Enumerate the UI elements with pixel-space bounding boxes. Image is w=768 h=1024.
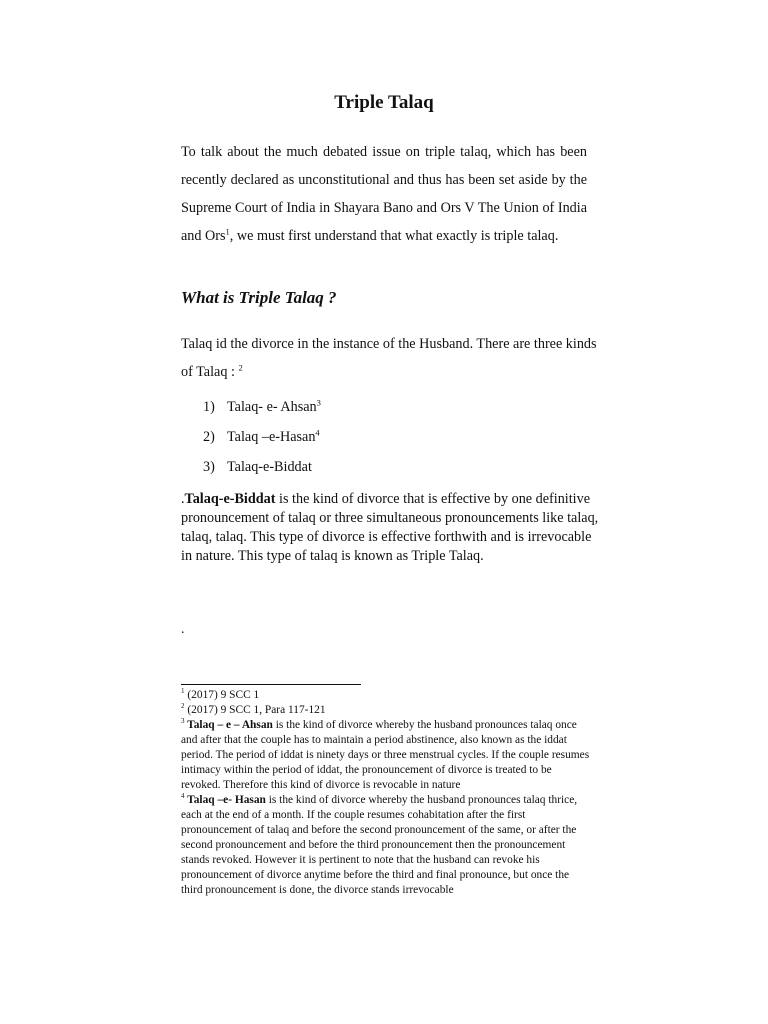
- footnote-4: [181, 793, 591, 898]
- list-item-label: Talaq- e- Ahsan: [227, 399, 317, 415]
- list-item-number: 1): [203, 399, 215, 415]
- intro-text-part2: , we must first understand that what exactly is triple talaq.: [229, 228, 559, 244]
- biddat-text: is the kind of divorce that is effective by one definitive pronouncement of talaq or three simultaneous pronouncements like talaq, talaq, talaq. This type of divorce is effective forthwith and is irrevocable in nature. This type of talaq is known as Triple Talaq.: [181, 491, 599, 564]
- footnote-ref-4[interactable]: 4: [315, 427, 320, 438]
- footnote-text: is the kind of divorce whereby the husband pronounces talaq thrice, each at the end of a month. If the couple resumes cohabitation after the first pronouncement of talaq and before the second pronouncement of the same, or after the second pronouncement and before the third pronouncement then the pronouncement stands revoked. However it is pertinent to note that the husband can revoke his pronouncement of divorce anytime before the third and final pronounce, but once the third pronouncement is done, the divorce stands irrevocable: [181, 794, 578, 896]
- biddat-lead-dot: .: [181, 491, 185, 507]
- intro-text-part1: To talk about the much debated issue on triple talaq, which has been recently declared as unconstitutional and thus has been set aside by the Supreme Court of India in Shayara Bano and Ors V The Union of India and Ors: [181, 144, 587, 244]
- footnote-text: (2017) 9 SCC 1, Para 117-121: [184, 704, 326, 716]
- list-item-label: Talaq –e-Hasan: [227, 429, 316, 445]
- stray-dot: .: [181, 622, 185, 637]
- footnote-2: [181, 703, 591, 718]
- footnote-mark: 1: [181, 687, 185, 696]
- footnote-ref-2[interactable]: 2: [238, 362, 243, 373]
- list-item: [203, 392, 321, 422]
- footnote-text: is the kind of divorce whereby the husband pronounces talaq once and after that the couple has to maintain a period abstinence, also known as the iddat period. The period of iddat is ninety days or three menstrual cycles. If the couple resumes intimacy within the period of iddat, the pronouncement of divorce is treated to be revoked. Therefore this kind of divorce is revocable in nature: [181, 719, 590, 791]
- footnote-term: Talaq – e – Ahsan: [184, 719, 273, 731]
- footnote-text: (2017) 9 SCC 1: [184, 689, 260, 701]
- list-item: [203, 452, 321, 482]
- footnotes-section: [181, 688, 591, 898]
- list-item-number: 3): [203, 459, 215, 475]
- footnote-separator: [181, 684, 361, 685]
- talaq-kinds-list: [203, 392, 321, 482]
- document-title: Triple Talaq: [334, 92, 434, 113]
- footnote-ref-3[interactable]: 3: [316, 397, 321, 408]
- intro-paragraph: [181, 138, 587, 250]
- biddat-paragraph: [181, 490, 601, 566]
- footnote-3: [181, 718, 591, 793]
- footnote-mark: 2: [181, 702, 185, 711]
- kinds-intro-paragraph: [181, 330, 601, 386]
- footnote-mark: 4: [181, 792, 185, 801]
- footnote-term: Talaq –e- Hasan: [184, 794, 266, 806]
- list-item-label: Talaq-e-Biddat: [227, 459, 312, 475]
- footnote-mark: 3: [181, 717, 185, 726]
- list-item-number: 2): [203, 429, 215, 445]
- footnote-1: [181, 688, 591, 703]
- footnote-ref-1[interactable]: 1: [225, 226, 230, 237]
- kinds-intro-text: Talaq id the divorce in the instance of the Husband. There are three kinds of Talaq :: [181, 336, 597, 380]
- list-item: [203, 422, 321, 452]
- section-heading: What is Triple Talaq ?: [181, 288, 337, 307]
- biddat-term: Talaq-e-Biddat: [184, 491, 276, 507]
